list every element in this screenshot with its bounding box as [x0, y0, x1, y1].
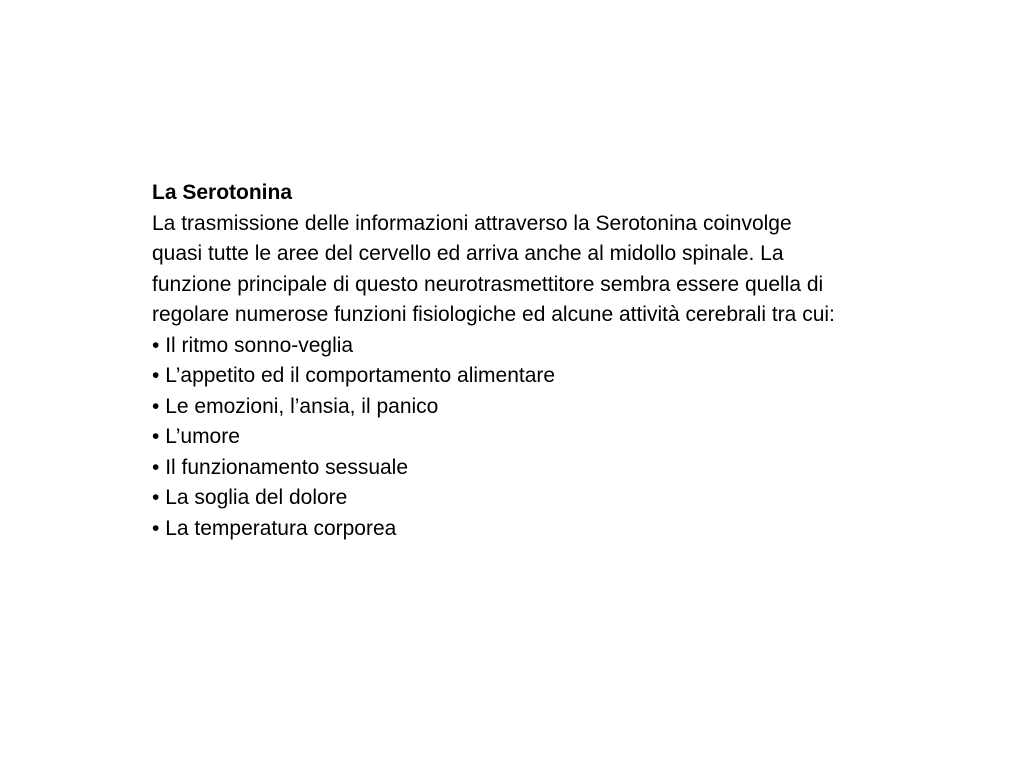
list-item [152, 514, 1002, 545]
list-item-label: La temperatura corporea [165, 516, 397, 540]
list-item [152, 453, 1002, 484]
bullet-icon: • [152, 516, 160, 540]
bullet-icon: • [152, 486, 160, 509]
bullet-icon: • [152, 425, 160, 448]
paragraph-line: quasi tutte le aree del cervello ed arriva anche al midollo spinale. La [152, 242, 784, 265]
list-item [152, 422, 1002, 453]
functions-list [152, 331, 1002, 545]
list-item [152, 361, 1002, 392]
intro-paragraph [152, 209, 1002, 331]
slide-text-block [152, 178, 1002, 544]
bullet-icon: • [152, 364, 160, 387]
list-item-label: L’umore [165, 425, 240, 448]
paragraph-line: regolare numerose funzioni fisiologiche ed alcune attività cerebrali tra cui: [152, 303, 835, 326]
list-item-label: Le emozioni, l’ansia, il panico [165, 394, 439, 418]
list-item [152, 483, 1002, 514]
paragraph-line: funzione principale di questo neurotrasmettitore sembra essere quella di [152, 272, 824, 296]
bullet-icon: • [152, 333, 160, 357]
slide-title: La Serotonina [152, 181, 293, 204]
bullet-icon: • [152, 394, 160, 418]
list-item-label: Il funzionamento sessuale [165, 455, 409, 479]
paragraph-line: La trasmissione delle informazioni attraverso la Serotonina coinvolge [152, 211, 792, 235]
list-item-label: L’appetito ed il comportamento alimentare [165, 364, 556, 387]
bullet-icon: • [152, 455, 160, 479]
list-item-label: Il ritmo sonno-veglia [165, 333, 354, 357]
list-item-label: La soglia del dolore [165, 486, 348, 509]
list-item [152, 331, 1002, 362]
list-item [152, 392, 1002, 423]
